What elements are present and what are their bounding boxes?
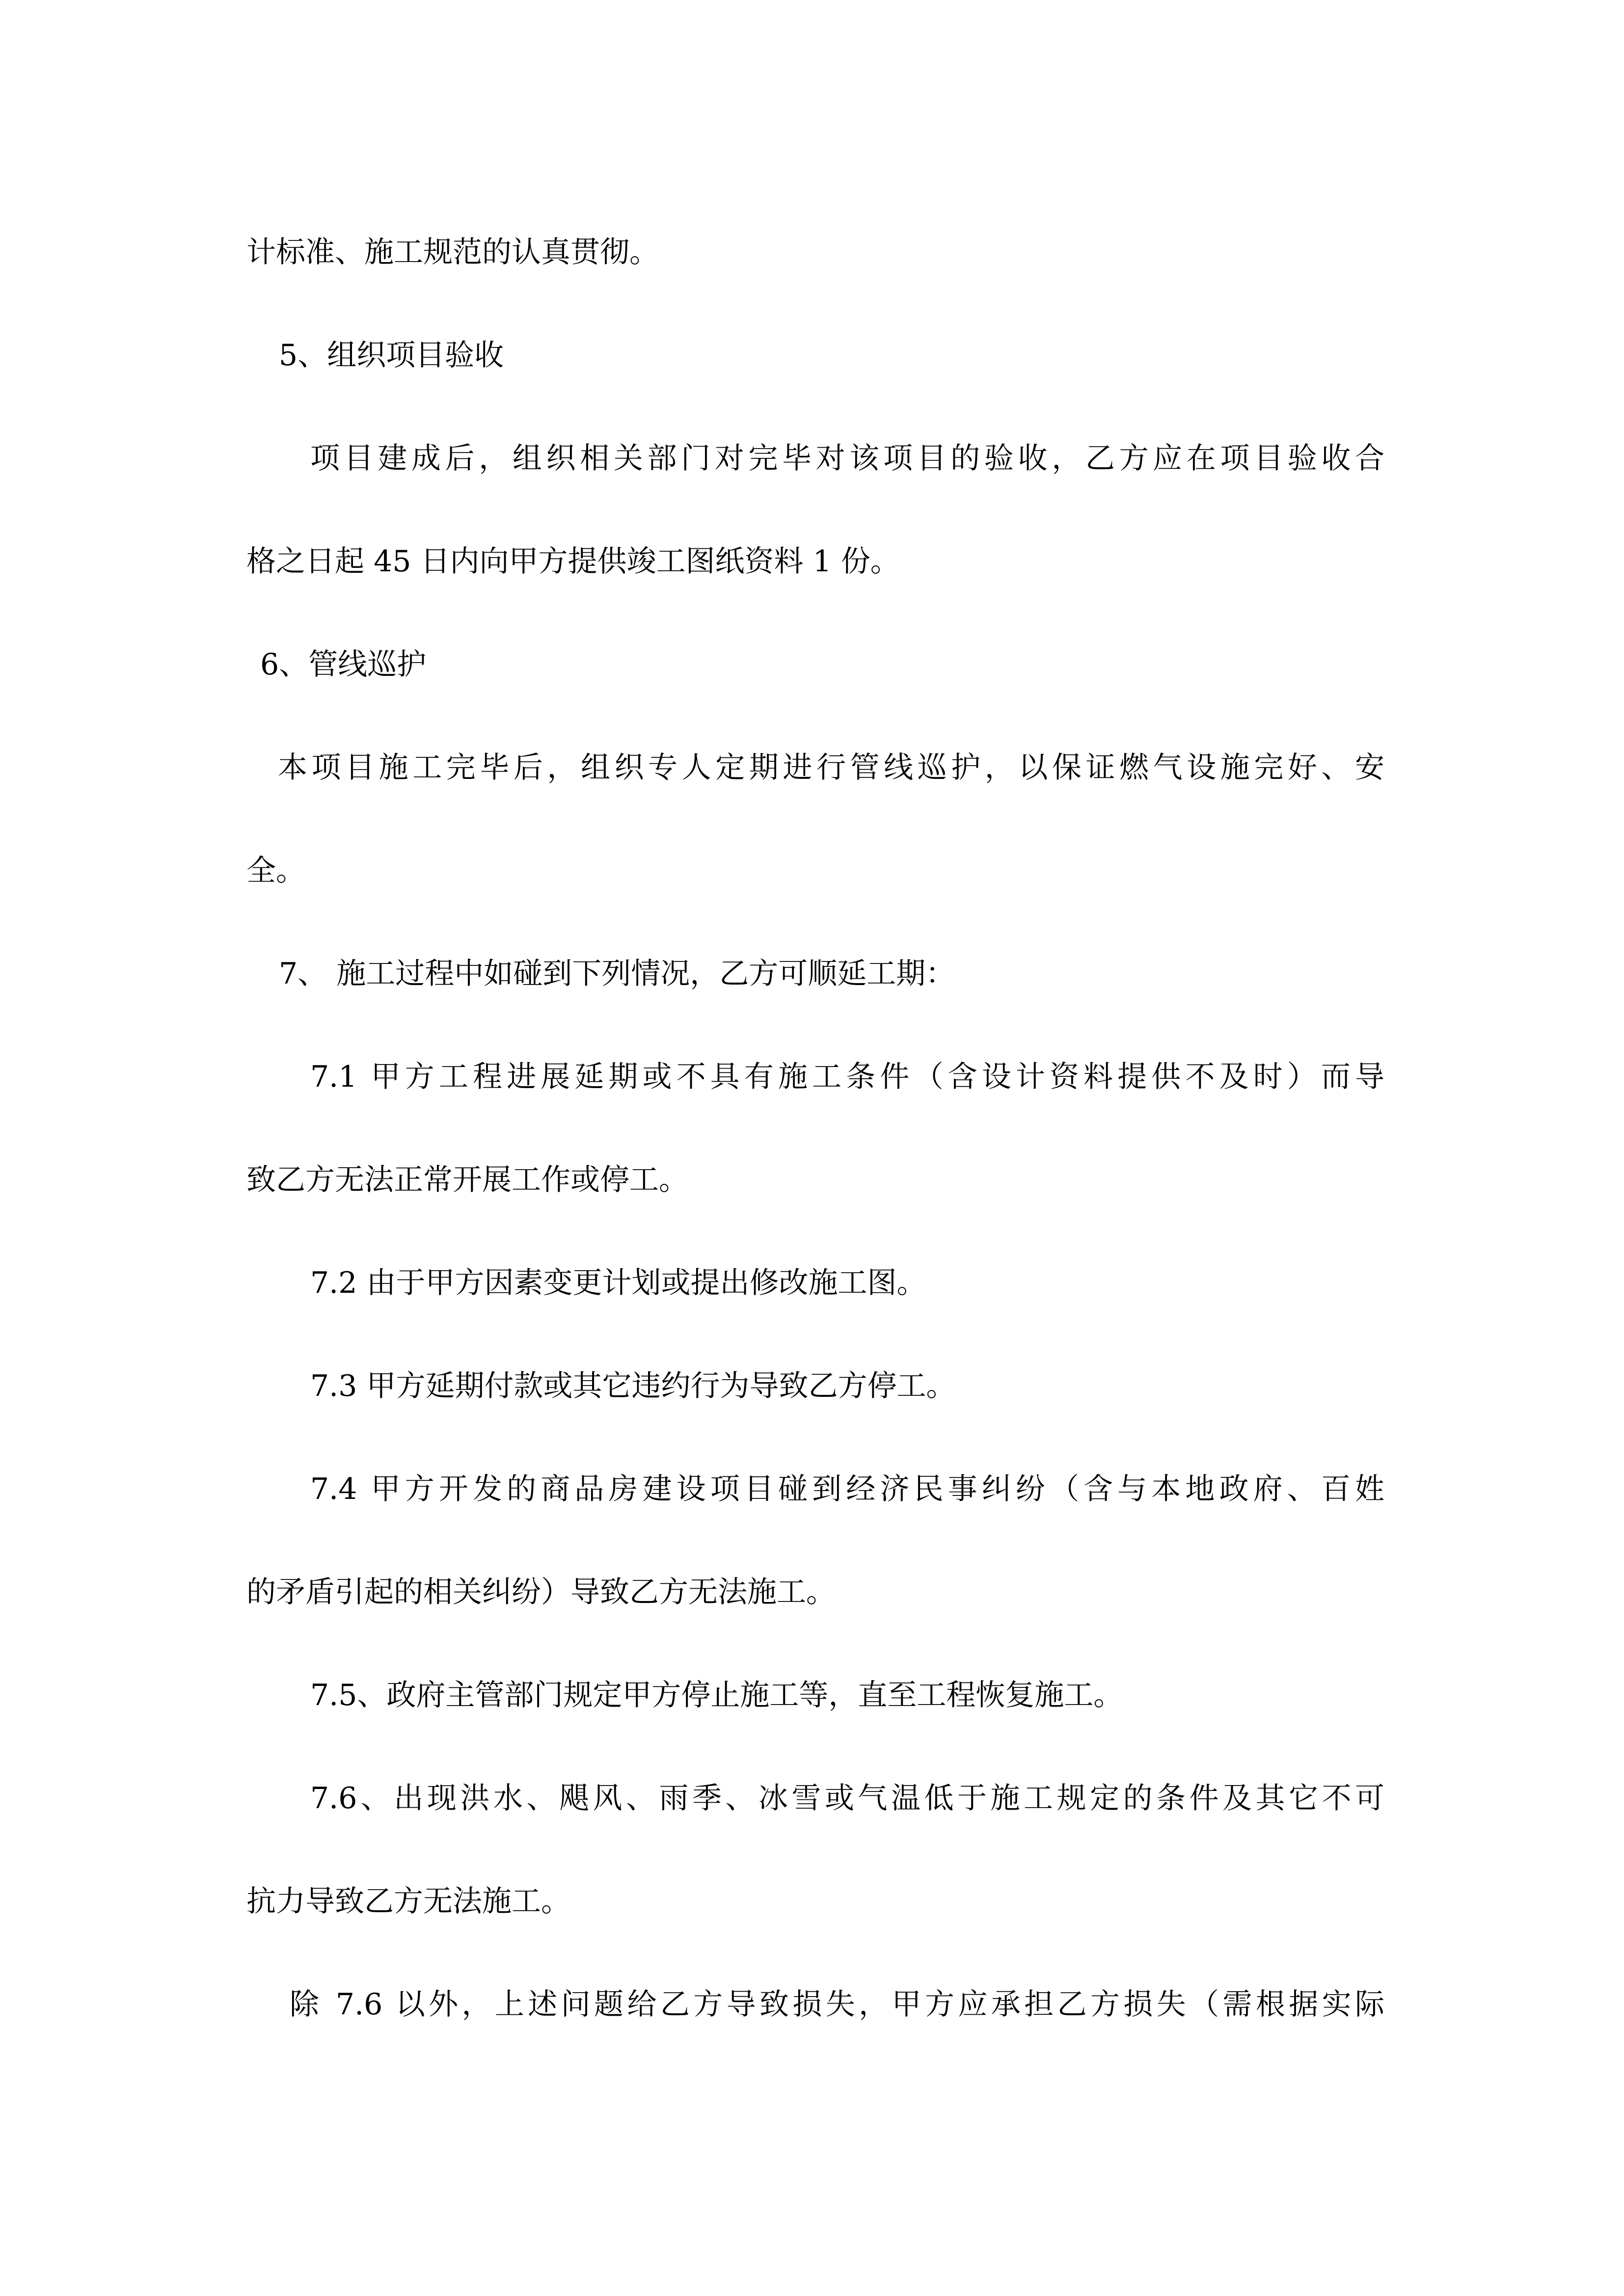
clause-7-5: 7.5、政府主管部门规定甲方停止施工等，直至工程恢复施工。: [310, 1678, 1123, 1712]
clause-7-2: 7.2 由于甲方因素变更计划或提出修改施工图。: [310, 1266, 926, 1300]
clause-7-1-line-2: 致乙方无法正常开展工作或停工。: [246, 1163, 688, 1197]
clause-7-4-line-2: 的矛盾引起的相关纠纷）导致乙方无法施工。: [246, 1575, 836, 1609]
paragraph-line-6: 本项目施工完毕后，组织专人定期进行管线巡护，以保证燃气设施完好、安: [278, 750, 1384, 785]
section-heading-7: 7、 施工过程中如碰到下列情况，乙方可顺延工期：: [279, 957, 955, 991]
paragraph-line-7: 全。: [246, 854, 305, 888]
clause-7-3: 7.3 甲方延期付款或其它违约行为导致乙方停工。: [310, 1369, 956, 1403]
clause-7-6-line-1: 7.6、出现洪水、飓风、雨季、冰雪或气温低于施工规定的条件及其它不可: [310, 1781, 1384, 1815]
clause-7-6-line-2: 抗力导致乙方无法施工。: [246, 1884, 570, 1919]
paragraph-line-1: 计标准、施工规范的认真贯彻。: [246, 235, 659, 269]
paragraph-final-line: 除 7.6 以外，上述问题给乙方导致损失，甲方应承担乙方损失（需根据实际: [290, 1987, 1384, 2022]
section-heading-5: 5、组织项目验收: [279, 338, 504, 373]
paragraph-line-4: 格之日起 45 日内向甲方提供竣工图纸资料 1 份。: [246, 544, 900, 579]
paragraph-line-3: 项目建成后，组织相关部门对完毕对该项目的验收，乙方应在项目验收合: [310, 441, 1384, 476]
clause-7-4-line-1: 7.4 甲方开发的商品房建设项目碰到经济民事纠纷（含与本地政府、百姓: [310, 1472, 1384, 1506]
section-heading-6: 6、管线巡护: [260, 647, 427, 682]
clause-7-1-line-1: 7.1 甲方工程进展延期或不具有施工条件（含设计资料提供不及时）而导: [310, 1060, 1384, 1094]
